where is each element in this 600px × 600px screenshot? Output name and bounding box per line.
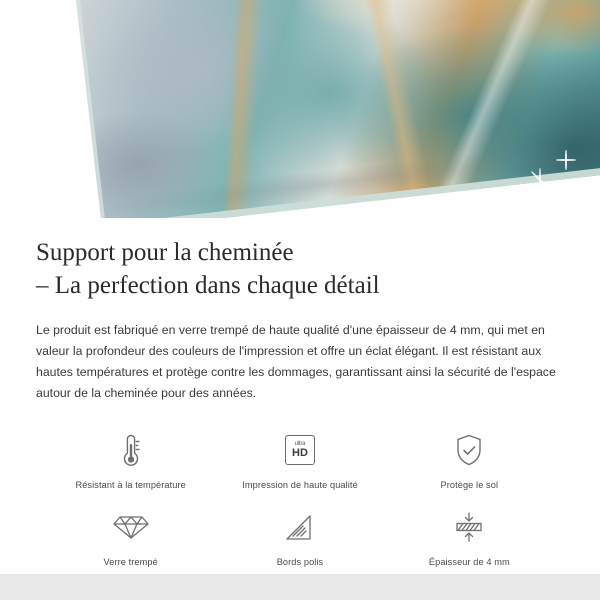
feature-label: Résistant à la température [75, 479, 186, 490]
feature-label: Protège le sol [440, 479, 499, 490]
feature-item-polished-edges [215, 504, 384, 567]
polished-edges-icon [283, 504, 317, 550]
feature-item-print-quality [215, 427, 384, 490]
feature-item-temperature [46, 427, 215, 490]
ultra-hd-badge-icon [285, 427, 315, 473]
thickness-arrows-icon [450, 504, 488, 550]
page-title [36, 236, 564, 302]
feature-label: Impression de haute qualité [242, 479, 358, 490]
bottom-bar [0, 574, 600, 600]
hero-image-area [0, 0, 600, 218]
headline-line-2: – La perfection dans chaque détail [36, 272, 380, 299]
diamond-icon [113, 504, 149, 550]
badge-bottom-text: HD [292, 446, 308, 459]
feature-item-thickness [385, 504, 554, 567]
feature-label: Épaisseur de 4 mm [428, 556, 510, 567]
description-paragraph: Le produit est fabriqué en verre trempé de haute qualité d'une épaisseur de 4 mm, qui met en valeur la profondeur des couleurs de l'impression et offre un éclat élégant. Il est résistant aux hautes températures et protège contre les dommages, garantissant ainsi la sécurité de l'espace autour de la cheminée pour des années. [36, 323, 556, 401]
feature-item-floor-protection [385, 427, 554, 490]
thermometer-icon [118, 427, 144, 473]
feature-label: Bords polis [276, 556, 324, 567]
feature-label: Verre trempé [103, 556, 158, 567]
shield-check-icon [452, 427, 486, 473]
content-block [0, 236, 600, 567]
feature-item-tempered-glass [46, 504, 215, 567]
marble-ink-glass-panel-image [74, 0, 600, 218]
badge-top-text: ultra [294, 440, 306, 447]
feature-grid [36, 427, 564, 567]
headline-line-1: Support pour la cheminée [36, 239, 294, 266]
